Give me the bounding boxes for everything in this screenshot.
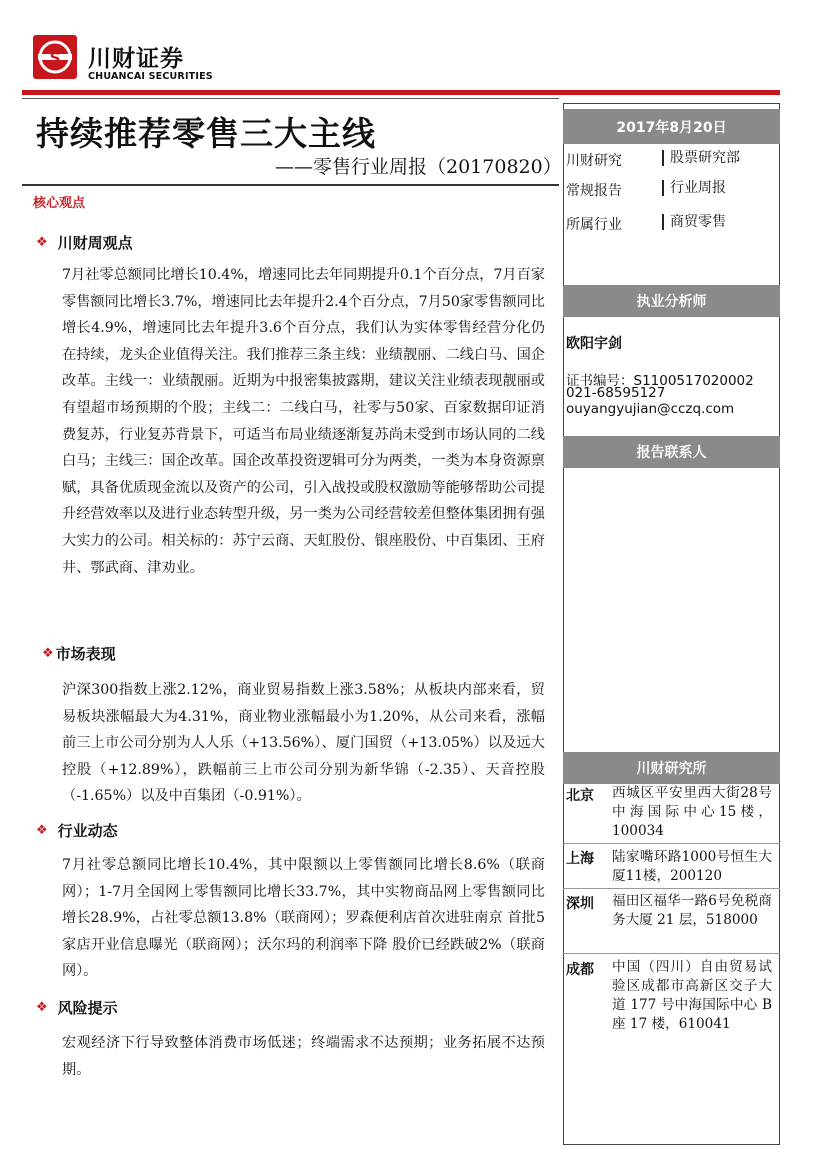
meta-row-report-type xyxy=(566,180,726,200)
brand-name-en: CHUANCAI SECURITIES xyxy=(88,71,213,82)
section-heading-risk xyxy=(36,997,118,1018)
section-body-industry: 7月社零总额同比增长10.4%，其中限额以上零售额同比增长8.6%（联商网）；1-7月全国网上零售额同比增长33.7%，其中实物商品网上零售额同比增长28.9%，占社零总额13.8%（联商网）；罗森便利店首次进驻南京 首批5家店开业信息曝光（联商网）；沃尔玛的利润率下降 股价已经跌破2%（联商网）。 xyxy=(62,857,545,980)
diamond-bullet-icon: ❖ xyxy=(36,823,48,838)
header-thin-rule xyxy=(22,98,559,99)
address-text-shenzhen: 福田区福华一路6号免税商务大厦 21 层，518000 xyxy=(612,893,772,928)
diamond-bullet-icon: ❖ xyxy=(42,646,54,661)
address-divider xyxy=(563,888,780,889)
address-city-shanghai: 上海 xyxy=(566,851,594,867)
logo-mark-icon xyxy=(33,35,77,79)
header-rule xyxy=(22,90,780,95)
section-heading-text: 市场表现 xyxy=(55,645,116,663)
address-text-chengdu: 中国（四川）自由贸易试验区成都市高新区交子大道 177 号中海国际中心 B 座 17 楼，610041 xyxy=(612,959,772,1032)
section-body-market: 沪深300指数上涨2.12%，商业贸易指数上涨3.58%；从板块内部来看，贸易板块涨幅最大为4.31%，商业物业涨幅最小为1.20%，从公司来看，涨幅前三上市公司分别为人人乐（+13.56%）、厦门国贸（+13.05%）以及远大控股（+12.89%），跌幅前三上市公司分别为新华锦（-2.35）、天音控股（-1.65%）以及中百集团（-0.91%）。 xyxy=(62,682,545,805)
analyst-phone: 021-68595127 xyxy=(566,385,666,401)
company-logo xyxy=(33,35,77,79)
report-date: 2017年8月20日 xyxy=(563,109,780,144)
meta-row-research xyxy=(566,150,740,170)
analyst-cert: 证书编号：S1100517020002 xyxy=(566,373,754,389)
analyst-name: 欧阳宇剑 xyxy=(566,336,622,352)
section-heading-weekly-view xyxy=(36,232,133,253)
meta-key: 所属行业 xyxy=(566,217,622,233)
brand-name-cn: 川财证券 xyxy=(88,46,184,72)
section-body-risk: 宏观经济下行导致整体消费市场低迷；终端需求不达预期；业务拓展不达预期。 xyxy=(62,1035,545,1078)
section-body-weekly-view: 7月社零总额同比增长10.4%，增速同比去年同期提升0.1个百分点，7月百家零售额同比增长3.7%，增速同比去年提升2.4个百分点，7月50家零售额同比增长4.9%，增速同比去年提升3.6个百分点，我们认为实体零售经营分化仍在持续，龙头企业值得关注。我们推荐三条主线：业绩靓丽、二线白马、国企改革。主线一：业绩靓丽。近期为中报密集披露期，建议关注业绩表现靓丽或有望超市场预期的个股；主线二：二线白马，社零与50家、百家数据印证消费复苏，行业复苏背景下，可适当布局业绩逐渐复苏尚未受到市场认同的二线白马；主线三：国企改革。国企改革投资逻辑可分为两类，一类为本身资源禀赋，具备优质现金流以及资产的公司，引入战投或股权激励等能够帮助公司提升经营效率以及进行业态转型升级，另一类为公司经营较差但整体集团拥有强大实力的公司。相关标的：苏宁云商、天虹股份、银座股份、中百集团、王府井、鄂武商、津劝业。 xyxy=(62,267,545,576)
address-city-beijing: 北京 xyxy=(566,788,594,804)
svg-text:S: S xyxy=(49,49,61,67)
meta-value: 行业周报 xyxy=(662,180,726,196)
address-city-shenzhen: 深圳 xyxy=(566,896,594,912)
institute-header: 川财研究所 xyxy=(563,752,780,784)
address-text-beijing: 西城区平安里西大街28号中海国际中心15楼，100034 xyxy=(612,785,772,839)
meta-value: 股票研究部 xyxy=(662,150,740,166)
meta-value: 商贸零售 xyxy=(662,214,726,230)
report-title: 持续推荐零售三大主线 xyxy=(36,114,376,153)
core-viewpoint-label: 核心观点 xyxy=(33,196,86,211)
address-divider xyxy=(563,953,780,954)
report-subtitle: ——零售行业周报（20170820） xyxy=(275,156,562,178)
meta-row-industry xyxy=(566,214,726,234)
diamond-bullet-icon: ❖ xyxy=(36,1000,48,1015)
address-city-chengdu: 成都 xyxy=(566,962,594,978)
section-heading-text: 风险提示 xyxy=(57,999,118,1017)
section-heading-market xyxy=(42,643,116,664)
title-rule xyxy=(22,184,559,186)
section-heading-industry xyxy=(36,820,118,841)
contact-header: 报告联系人 xyxy=(563,436,780,468)
section-heading-text: 川财周观点 xyxy=(57,234,133,252)
diamond-bullet-icon: ❖ xyxy=(36,235,48,250)
analyst-email[interactable]: ouyangyujian@cczq.com xyxy=(566,401,735,417)
address-text-shanghai: 陆家嘴环路1000号恒生大厦11楼，200120 xyxy=(612,849,772,884)
analyst-header: 执业分析师 xyxy=(563,285,780,317)
meta-key: 川财研究 xyxy=(566,153,622,169)
meta-key: 常规报告 xyxy=(566,183,622,199)
address-divider xyxy=(563,843,780,844)
section-heading-text: 行业动态 xyxy=(57,822,118,840)
